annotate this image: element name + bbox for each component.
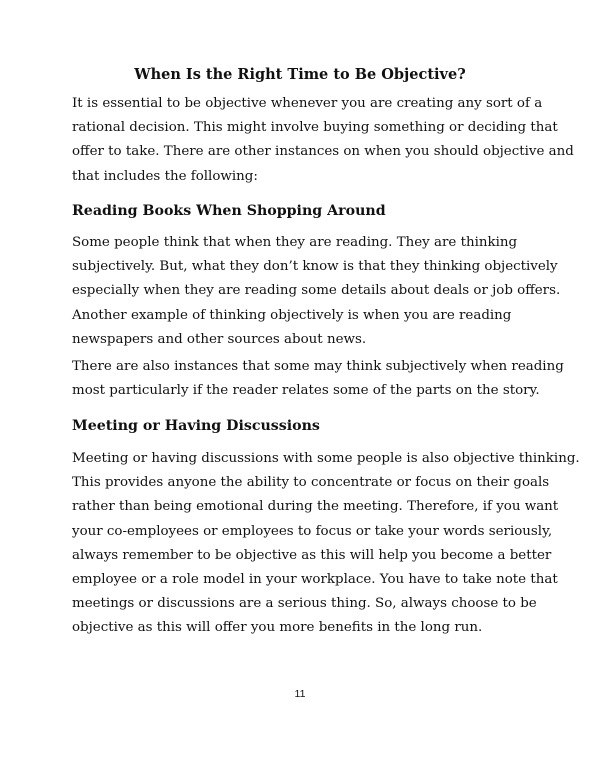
section-heading-reading-books: Reading Books When Shopping Around (72, 203, 386, 219)
reading-books-paragraph-1 (72, 231, 561, 352)
paragraph-line: There are also instances that some may think subjectively when reading (72, 359, 564, 374)
paragraph-line: always remember to be objective as this will help you become a better (72, 547, 552, 563)
paragraph-line: meetings or discussions are a serious thing. So, always choose to be (72, 596, 537, 612)
paragraph-line: your co-employees or employees to focus or take your words seriously, (72, 523, 553, 539)
paragraph-line: that includes the following: (72, 168, 258, 184)
page-number: 11 (294, 688, 306, 700)
page-title: When Is the Right Time to Be Objective? (134, 66, 466, 83)
paragraph-line: This provides anyone the ability to concentrate or focus on their goals (72, 475, 550, 491)
intro-paragraph (72, 92, 574, 189)
meetings-paragraph (72, 447, 580, 641)
section-heading-meetings: Meeting or Having Discussions (72, 418, 320, 434)
paragraph-line: Meeting or having discussions with some people is also objective thinking. (72, 451, 580, 466)
paragraph-line: Some people think that when they are reading. They are thinking (72, 235, 518, 250)
paragraph-line: most particularly if the reader relates some of the parts on the story. (72, 383, 540, 399)
paragraph-line: Another example of thinking objectively is when you are reading (72, 307, 512, 323)
paragraph-line: newspapers and other sources about news. (72, 331, 367, 347)
reading-books-paragraph-2 (72, 355, 564, 403)
paragraph-line: subjectively. But, what they don’t know is that they thinking objectively (72, 259, 558, 275)
paragraph-line: employee or a role model in your workplace. You have to take note that (72, 572, 558, 588)
paragraph-line: objective as this will offer you more benefits in the long run. (72, 620, 483, 636)
paragraph-line: It is essential to be objective whenever you are creating any sort of a (72, 96, 543, 111)
paragraph-line: rather than being emotional during the meeting. Therefore, if you want (72, 499, 559, 515)
paragraph-line: rational decision. This might involve buying something or deciding that (72, 120, 558, 136)
paragraph-line: offer to take. There are other instances on when you should objective and (72, 144, 574, 160)
paragraph-line: especially when they are reading some details about deals or job offers. (72, 283, 561, 299)
